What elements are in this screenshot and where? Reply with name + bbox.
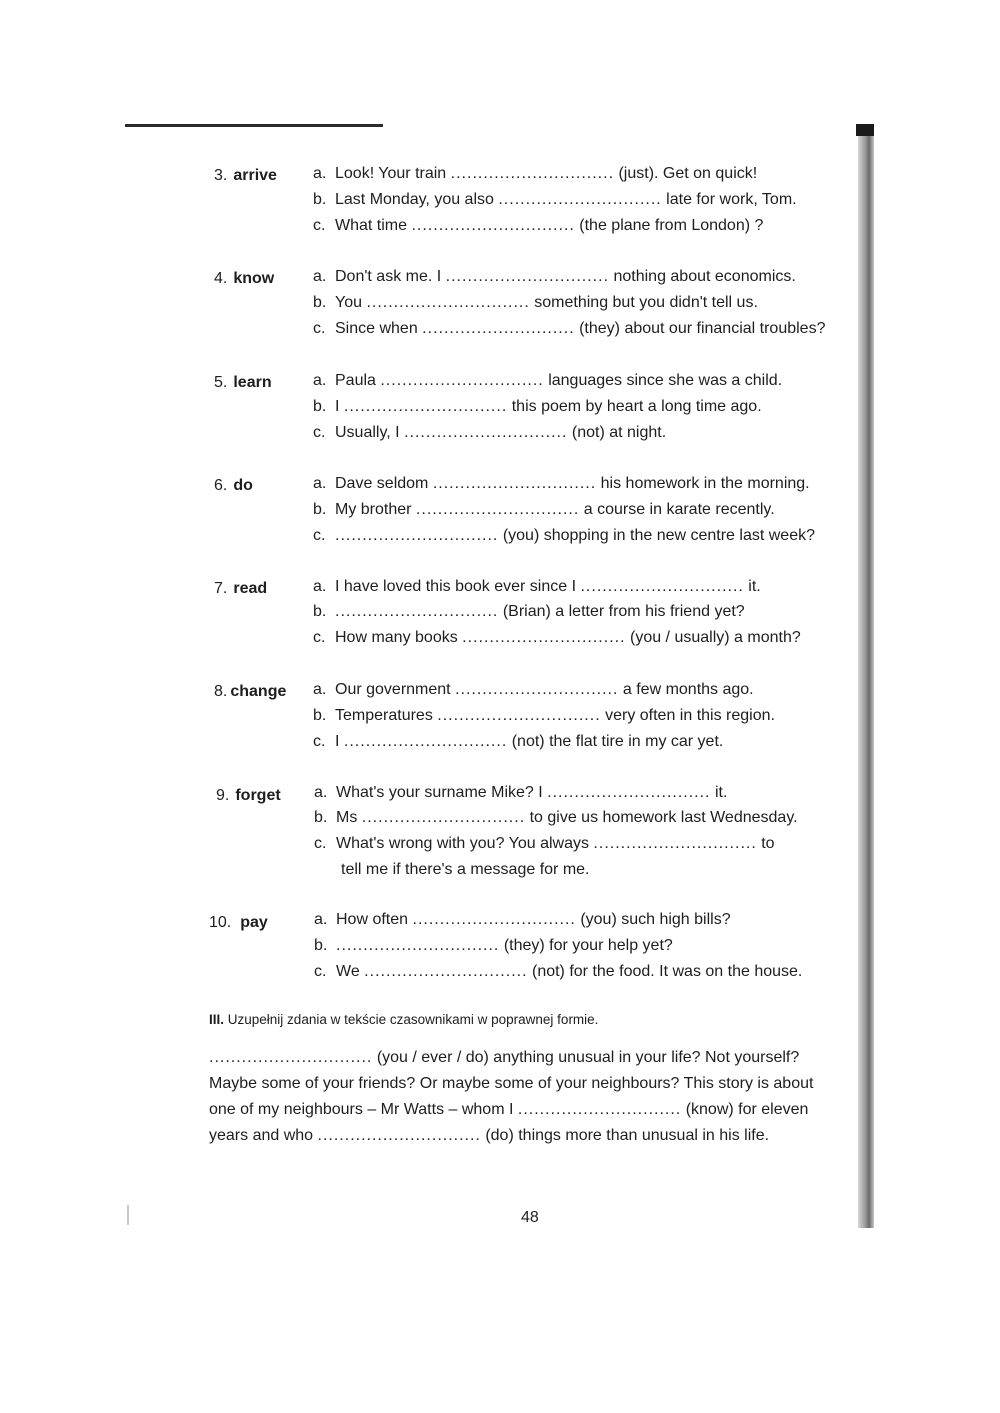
item-letter: b. <box>313 294 327 311</box>
line-after: (know) for eleven <box>685 1101 809 1118</box>
answer-blank[interactable]: .............................. <box>336 937 500 954</box>
sentence-before: You <box>335 294 362 311</box>
item-letter: a. <box>313 681 327 698</box>
exercise-number: 4. <box>214 270 228 287</box>
sentence-item <box>313 318 825 340</box>
sentence-item <box>313 215 763 237</box>
verb-word: forget <box>235 787 281 804</box>
sentence-after: very often in this region. <box>605 707 775 724</box>
sentence-before: How often <box>336 911 409 928</box>
answer-blank[interactable]: .............................. <box>547 784 711 801</box>
sentence-after: it. <box>748 578 761 595</box>
verb-word: change <box>230 683 287 700</box>
exercise-number: 10. <box>209 914 232 931</box>
sentence-after: (just). Get on quick! <box>618 165 758 182</box>
sentence-after: something but you didn't tell us. <box>534 294 758 311</box>
answer-blank[interactable]: .............................. <box>437 707 601 724</box>
sentence-before: I <box>335 398 340 415</box>
answer-blank[interactable]: .............................. <box>412 911 576 928</box>
section-numeral: III. <box>209 1012 225 1027</box>
answer-blank[interactable]: .............................. <box>580 578 744 595</box>
sentence-after: a course in karate recently. <box>583 501 775 518</box>
answer-blank[interactable]: .............................. <box>380 372 544 389</box>
answer-blank[interactable]: .............................. <box>462 629 626 646</box>
sentence-before: Usually, I <box>335 424 400 441</box>
exercise-number: 6. <box>214 477 228 494</box>
sentence-before: My brother <box>335 501 412 518</box>
page-edge-shadow <box>858 124 874 1228</box>
answer-blank[interactable]: .............................. <box>361 809 526 826</box>
sentence-before: Since when <box>335 320 418 337</box>
sentence-item <box>313 679 754 701</box>
item-letter: c. <box>313 527 326 544</box>
sentence-before: Our government <box>335 681 451 698</box>
line-before: Maybe some of your friends? Or maybe some of your neighbours? This story is about <box>209 1075 814 1092</box>
sentence-after: (they) for your help yet? <box>503 937 673 954</box>
answer-blank[interactable]: .............................. <box>415 501 580 518</box>
paragraph-line <box>209 1097 859 1123</box>
answer-blank[interactable]: .............................. <box>411 217 575 234</box>
sentence-item <box>314 833 775 855</box>
sentence-after: (you) such high bills? <box>580 911 731 928</box>
verb-word: learn <box>233 374 272 391</box>
item-letter: b. <box>314 937 328 954</box>
item-letter: b. <box>314 809 328 826</box>
margin-mark <box>127 1205 129 1225</box>
verb-heading <box>216 785 281 807</box>
page-number: 48 <box>521 1209 539 1226</box>
sentence-before: What's your surname Mike? I <box>336 784 543 801</box>
sentence-item <box>313 473 810 495</box>
answer-blank[interactable]: .............................. <box>209 1049 373 1066</box>
sentence-item <box>313 189 797 211</box>
answer-blank[interactable]: .............................. <box>450 165 615 182</box>
verb-word: do <box>233 477 253 494</box>
instruction-text: Uzupełnij zdania w tekście czasownikami w poprawnej formie. <box>227 1012 599 1027</box>
item-letter: c. <box>314 963 327 980</box>
sentence-item <box>313 370 782 392</box>
sentence-item <box>313 163 757 185</box>
verb-heading <box>214 372 272 394</box>
sentence-item <box>313 627 801 649</box>
sentence-item <box>314 807 798 829</box>
answer-blank[interactable]: .............................. <box>343 398 508 415</box>
line-after: (do) things more than unusual in his life. <box>485 1127 770 1144</box>
sentence-item <box>314 935 673 957</box>
sentence-before: What time <box>335 217 408 234</box>
exercise-number: 3. <box>214 167 228 184</box>
sentence-item <box>313 601 745 623</box>
verb-word: arrive <box>233 167 277 184</box>
paragraph-line <box>209 1045 859 1071</box>
line-before: years and who <box>209 1127 314 1144</box>
sentence-after: to <box>761 835 775 852</box>
verb-heading <box>214 268 274 290</box>
sentence-before: I <box>335 733 340 750</box>
sentence-after: late for work, Tom. <box>666 191 797 208</box>
page-edge-tab <box>856 124 874 136</box>
sentence-before: Ms <box>336 809 358 826</box>
sentence-before: What's wrong with you? You always <box>336 835 589 852</box>
sentence-item <box>313 576 761 598</box>
item-letter: b. <box>313 707 327 724</box>
item-letter: b. <box>313 501 327 518</box>
answer-blank[interactable]: .............................. <box>455 681 619 698</box>
verb-word: know <box>233 270 275 287</box>
sentence-item <box>314 782 727 804</box>
sentence-item <box>313 292 758 314</box>
sentence-item <box>313 705 775 727</box>
answer-blank[interactable]: .............................. <box>317 1127 481 1144</box>
sentence-item <box>313 499 775 521</box>
sentence-item <box>313 266 796 288</box>
sentence-after: (Brian) a letter from his friend yet? <box>502 603 745 620</box>
item-letter: c. <box>313 629 326 646</box>
item-letter: a. <box>313 165 327 182</box>
sentence-after: (you / usually) a month? <box>629 629 801 646</box>
exercise-number: 8. <box>214 683 228 700</box>
sentence-after: this poem by heart a long time ago. <box>511 398 762 415</box>
sentence-item <box>313 396 762 418</box>
verb-heading <box>214 681 286 703</box>
item-letter: c. <box>313 320 326 337</box>
sentence-before: Paula <box>335 372 376 389</box>
sentence-after: to give us homework last Wednesday. <box>529 809 798 826</box>
sentence-after: (the plane from London) ? <box>579 217 764 234</box>
sentence-item <box>313 422 666 444</box>
sentence-before: Temperatures <box>335 707 433 724</box>
sentence-after: it. <box>714 784 728 801</box>
item-letter: a. <box>314 784 328 801</box>
exercise-number: 7. <box>214 580 228 597</box>
item-letter: a. <box>313 578 327 595</box>
sentence-after: (they) about our financial troubles? <box>579 320 826 337</box>
sentence-after: nothing about economics. <box>613 268 796 285</box>
verb-heading <box>214 475 253 497</box>
answer-blank[interactable]: ............................ <box>422 320 575 337</box>
verb-word: pay <box>240 914 268 931</box>
paragraph-line <box>209 1123 859 1149</box>
sentence-before: Don't ask me. I <box>335 268 442 285</box>
verb-heading <box>214 578 267 600</box>
sentence-item <box>314 961 802 983</box>
line-after: (you / ever / do) anything unusual in your life? Not yourself? <box>376 1049 800 1066</box>
sentence-before: Dave seldom <box>335 475 429 492</box>
verb-heading <box>209 912 268 934</box>
sentence-before: We <box>336 963 360 980</box>
sentence-item <box>314 909 731 931</box>
sentence-before: Last Monday, you also <box>335 191 494 208</box>
answer-blank[interactable]: .............................. <box>335 603 499 620</box>
item-letter: c. <box>313 217 326 234</box>
sentence-before: How many books <box>335 629 458 646</box>
item-letter: c. <box>313 733 326 750</box>
answer-blank[interactable]: .............................. <box>335 527 499 544</box>
paragraph-line <box>209 1071 859 1097</box>
sentence-after: (not) the flat tire in my car yet. <box>511 733 724 750</box>
item-letter: b. <box>313 398 327 415</box>
item-letter: c. <box>314 835 327 852</box>
answer-blank[interactable]: .............................. <box>445 268 610 285</box>
sentence-after: (you) shopping in the new centre last week? <box>502 527 815 544</box>
sentence-after: (not) at night. <box>571 424 667 441</box>
answer-blank[interactable]: .............................. <box>593 835 757 852</box>
answer-blank[interactable]: .............................. <box>498 191 662 208</box>
item-letter: a. <box>313 268 327 285</box>
line-before: one of my neighbours – Mr Watts – whom I <box>209 1101 514 1118</box>
sentence-before: I have loved this book ever since I <box>335 578 577 595</box>
sentence-after: his homework in the morning. <box>600 475 810 492</box>
sentence-continuation: tell me if there's a message for me. <box>341 861 590 878</box>
sentence-before: Look! Your train <box>335 165 447 182</box>
item-letter: a. <box>313 372 327 389</box>
sentence-after: a few months ago. <box>622 681 754 698</box>
exercise-number: 9. <box>216 787 230 804</box>
sentence-after: languages since she was a child. <box>548 372 783 389</box>
answer-blank[interactable]: .............................. <box>404 424 568 441</box>
sentence-after: (not) for the food. It was on the house. <box>531 963 803 980</box>
answer-blank[interactable]: .............................. <box>366 294 530 311</box>
item-letter: b. <box>313 191 327 208</box>
exercise-number: 5. <box>214 374 228 391</box>
gap-fill-paragraph <box>209 1045 859 1149</box>
item-letter: c. <box>313 424 326 441</box>
item-letter: a. <box>313 475 327 492</box>
verb-word: read <box>233 580 268 597</box>
item-letter: b. <box>313 603 327 620</box>
verb-heading <box>214 165 277 187</box>
section-instruction <box>209 1010 598 1030</box>
top-rule <box>125 124 383 127</box>
answer-blank[interactable]: .............................. <box>364 963 528 980</box>
sentence-item <box>313 525 815 547</box>
item-letter: a. <box>314 911 328 928</box>
answer-blank[interactable]: .............................. <box>343 733 508 750</box>
answer-blank[interactable]: .............................. <box>517 1101 682 1118</box>
answer-blank[interactable]: .............................. <box>432 475 597 492</box>
sentence-item <box>313 731 723 753</box>
